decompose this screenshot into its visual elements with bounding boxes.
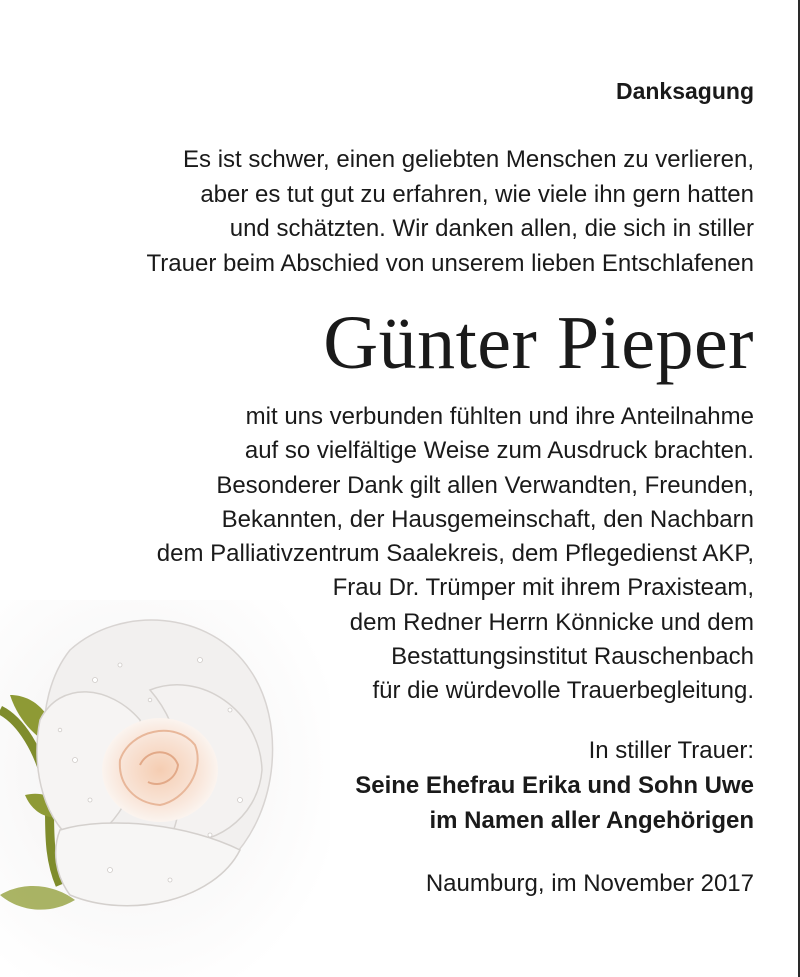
thanks-line: dem Palliativzentrum Saalekreis, dem Pflegedienst AKP,: [156, 540, 754, 568]
thanks-line: Bekannten, der Hausgemeinschaft, den Nachbarn: [221, 505, 754, 533]
thanks-line: mit uns verbunden fühlten und ihre Anteilnahme: [245, 403, 754, 430]
thanks-line: für die würdevolle Trauerbegleitung.: [372, 677, 754, 705]
heading-danksagung: Danksagung: [615, 78, 754, 104]
thanks-line: dem Redner Herrn Könnicke und dem: [349, 608, 754, 636]
intro-line: und schätzten. Wir danken allen, die sich in stiller: [229, 215, 754, 242]
intro-line: aber es tut gut zu erfahren, wie viele ihn gern hatten: [200, 180, 754, 208]
signoff-block: [254, 733, 754, 838]
signoff-relatives: im Namen aller Angehörigen: [429, 807, 754, 834]
thanks-line: Frau Dr. Trümper mit ihrem Praxisteam,: [332, 574, 754, 602]
signoff-mourners: Seine Ehefrau Erika und Sohn Uwe: [355, 772, 754, 799]
signoff-intro: In stiller Trauer:: [588, 737, 754, 764]
place-and-date: Naumburg, im November 2017: [425, 870, 754, 897]
intro-line: Trauer beim Abschied von unserem lieben Entschlafenen: [146, 249, 754, 277]
intro-line: Es ist schwer, einen geliebten Menschen zu verlieren,: [183, 146, 754, 173]
thanks-line: auf so vielfältige Weise zum Ausdruck brachten.: [244, 437, 754, 465]
thanks-line: Besonderer Dank gilt allen Verwandten, Freunden,: [216, 471, 754, 499]
deceased-name: Günter Pieper: [323, 301, 754, 385]
thanks-line: Bestattungsinstitut Rauschenbach: [391, 643, 754, 671]
thanks-paragraph: [34, 400, 754, 709]
intro-paragraph: [34, 143, 754, 281]
